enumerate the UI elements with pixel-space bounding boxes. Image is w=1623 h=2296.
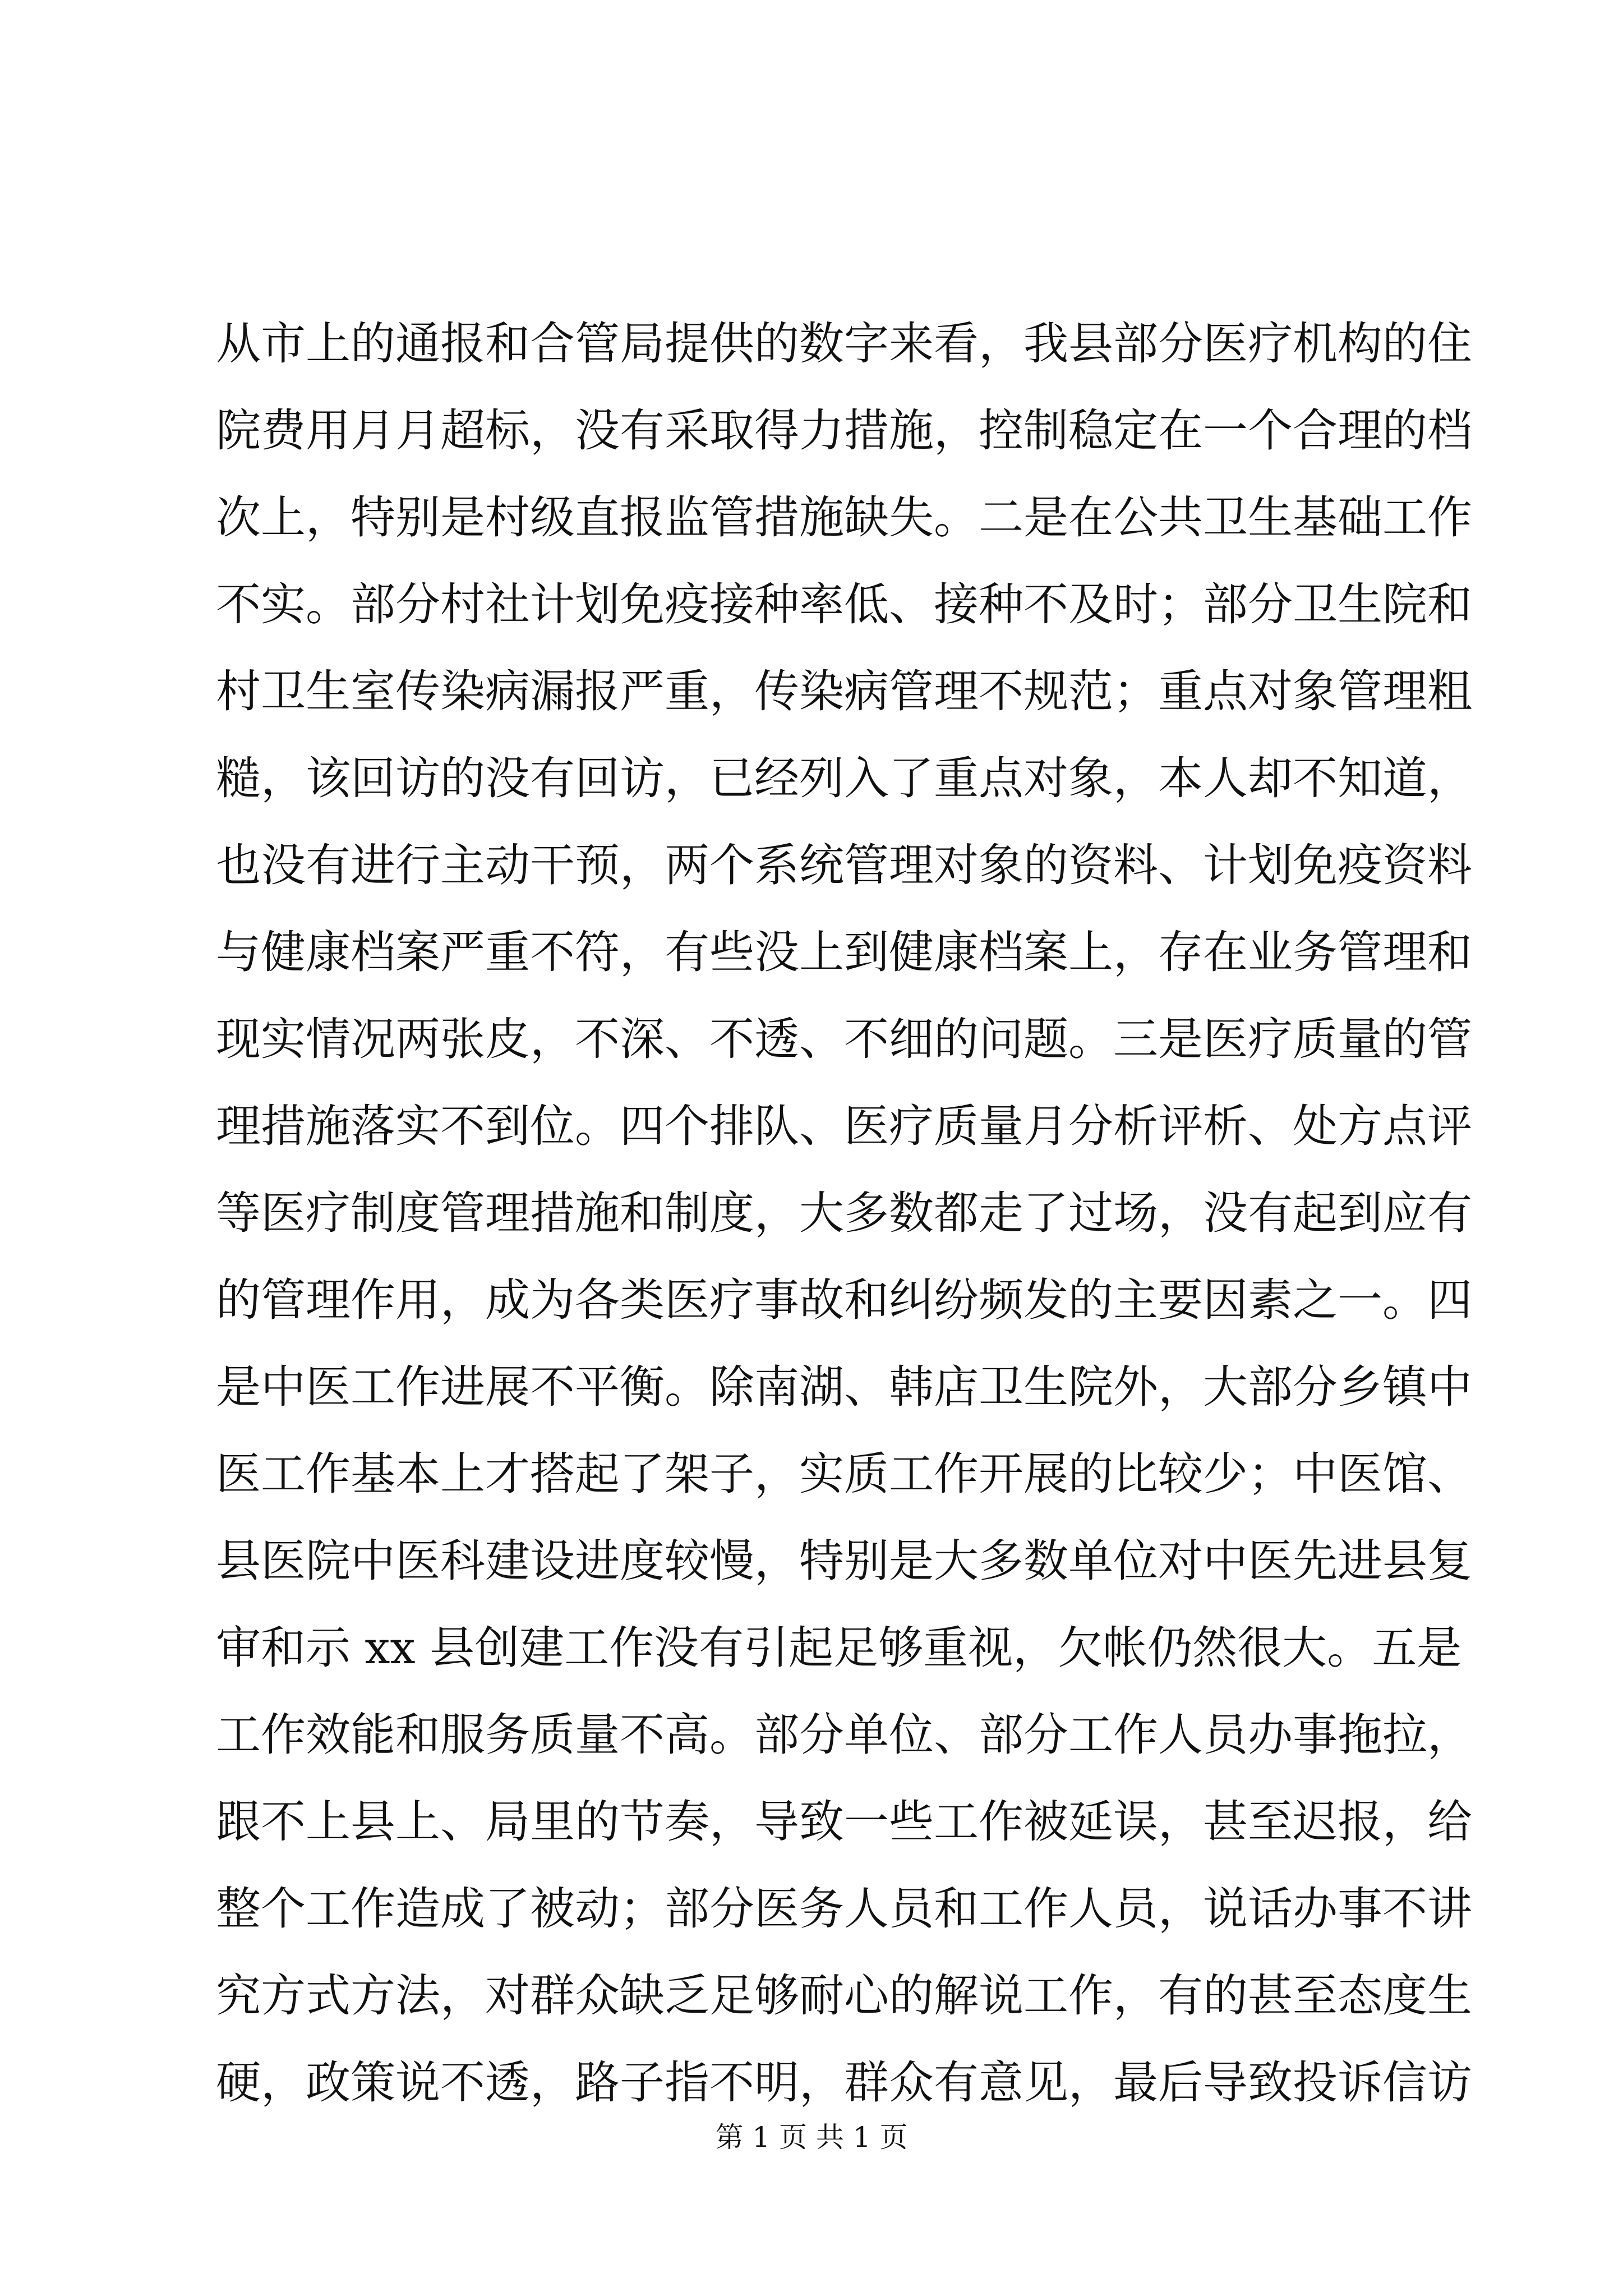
text-line: 工作效能和服务质量不高。部分单位、部分工作人员办事拖拉， (216, 1709, 1472, 1761)
text-line: 是中医工作进展不平衡。除南湖、韩店卫生院外，大部分乡镇中 (216, 1361, 1472, 1413)
text-line: 现实情况两张皮，不深、不透、不细的问题。三是医疗质量的管 (216, 1013, 1472, 1065)
text-line: 硬，政策说不透，路子指不明，群众有意见，最后导致投诉信访 (216, 2056, 1472, 2109)
text-line: 村卫生室传染病漏报严重，传染病管理不规范；重点对象管理粗 (216, 665, 1472, 717)
text-line: 医工作基本上才搭起了架子，实质工作开展的比较少；中医馆、 (216, 1448, 1472, 1500)
text-line: 的管理作用，成为各类医疗事故和纠纷频发的主要因素之一。四 (216, 1274, 1472, 1326)
text-line: 从市上的通报和合管局提供的数字来看，我县部分医疗机构的住 (216, 318, 1472, 370)
text-line: 跟不上县上、局里的节奏，导致一些工作被延误，甚至迟报，给 (216, 1796, 1472, 1848)
text-line: 审和示 xx 县创建工作没有引起足够重视，欠帐仍然很大。五是 (216, 1622, 1462, 1674)
text-line: 也没有进行主动干预，两个系统管理对象的资料、计划免疫资料 (216, 839, 1472, 891)
text-line: 县医院中医科建设进度较慢，特别是大多数单位对中医先进县复 (216, 1535, 1472, 1587)
text-line: 等医疗制度管理措施和制度，大多数都走了过场，没有起到应有 (216, 1187, 1472, 1239)
text-line: 院费用月月超标，没有采取得力措施，控制稳定在一个合理的档 (216, 404, 1472, 457)
text-line: 与健康档案严重不符，有些没上到健康档案上，存在业务管理和 (216, 926, 1472, 978)
text-line: 糙，该回访的没有回访，已经列入了重点对象，本人却不知道， (216, 752, 1472, 804)
page-number-label: 第 1 页 共 1 页 (715, 2121, 908, 2154)
text-line: 究方式方法，对群众缺乏足够耐心的解说工作，有的甚至态度生 (216, 1970, 1472, 2022)
text-line: 整个工作造成了被动；部分医务人员和工作人员，说话办事不讲 (216, 1883, 1472, 1935)
text-line: 不实。部分村社计划免疫接种率低、接种不及时；部分卫生院和 (216, 578, 1472, 631)
text-line: 次上，特别是村级直报监管措施缺失。二是在公共卫生基础工作 (216, 491, 1472, 544)
page-footer (0, 2118, 1623, 2157)
text-line: 理措施落实不到位。四个排队、医疗质量月分析评析、处方点评 (216, 1100, 1472, 1152)
body-paragraph (216, 300, 1472, 2126)
